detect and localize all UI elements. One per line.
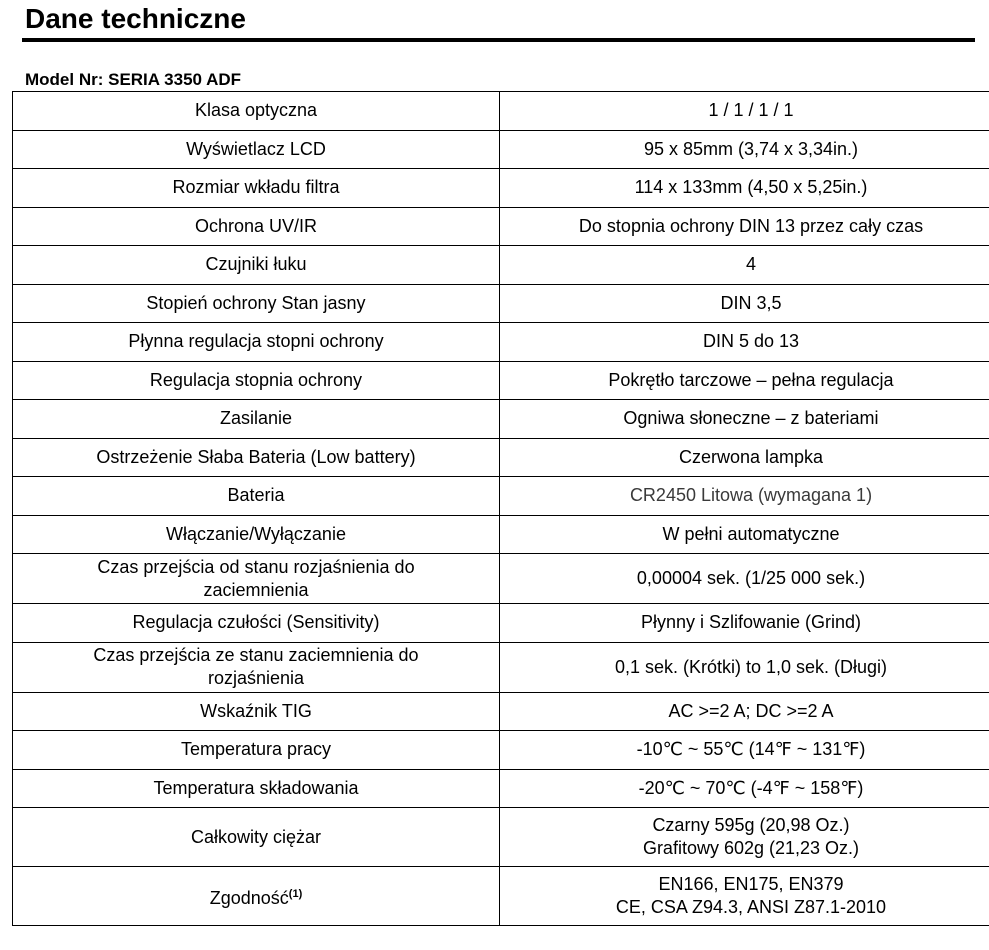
spec-value-line: CE, CSA Z94.3, ANSI Z87.1-2010 xyxy=(615,897,887,917)
spec-value: 114 x 133mm (4,50 x 5,25in.) xyxy=(500,169,989,208)
spec-label: Temperatura składowania xyxy=(13,769,500,808)
table-row xyxy=(13,246,989,285)
spec-value: Pokrętło tarczowe – pełna regulacja xyxy=(500,361,989,400)
spec-value: DIN 5 do 13 xyxy=(500,323,989,362)
table-row xyxy=(13,731,989,770)
table-row xyxy=(13,642,989,692)
table-row xyxy=(13,692,989,731)
table-row xyxy=(13,808,989,867)
spec-value: Czerwona lampka xyxy=(500,438,989,477)
spec-value: Do stopnia ochrony DIN 13 przez cały czas xyxy=(500,207,989,246)
table-row xyxy=(13,438,989,477)
spec-value: 1 / 1 / 1 / 1 xyxy=(500,92,989,131)
spec-label: Stopień ochrony Stan jasny xyxy=(13,284,500,323)
spec-label: Regulacja czułości (Sensitivity) xyxy=(13,604,500,643)
spec-value: -20℃ ~ 70℃ (-4℉ ~ 158℉) xyxy=(500,769,989,808)
spec-label: Ostrzeżenie Słaba Bateria (Low battery) xyxy=(13,438,500,477)
spec-label xyxy=(13,642,500,692)
spec-label: Całkowity ciężar xyxy=(13,808,500,867)
table-row xyxy=(13,554,989,604)
spec-value-line: Czarny 595g (20,98 Oz.) xyxy=(652,815,850,835)
model-number: Model Nr: SERIA 3350 ADF xyxy=(25,70,242,89)
spec-label: Regulacja stopnia ochrony xyxy=(13,361,500,400)
table-row xyxy=(13,169,989,208)
spec-value: AC >=2 A; DC >=2 A xyxy=(500,692,989,731)
spec-value-line: EN166, EN175, EN379 xyxy=(658,874,844,894)
spec-label-line: Czas przejścia od stanu rozjaśnienia do xyxy=(97,556,415,577)
table-row xyxy=(13,284,989,323)
spec-value: 4 xyxy=(500,246,989,285)
page-title: Dane techniczne xyxy=(25,3,246,34)
table-row xyxy=(13,361,989,400)
spec-value: Ogniwa słoneczne – z bateriami xyxy=(500,400,989,439)
table-row xyxy=(13,130,989,169)
spec-label: Wyświetlacz LCD xyxy=(13,130,500,169)
spec-label: Temperatura pracy xyxy=(13,731,500,770)
spec-label: Czujniki łuku xyxy=(13,246,500,285)
table-row xyxy=(13,604,989,643)
table-row xyxy=(13,207,989,246)
spec-label xyxy=(13,554,500,604)
spec-label-line: zaciemnienia xyxy=(203,579,309,600)
spec-value: 0,1 sek. (Krótki) to 1,0 sek. (Długi) xyxy=(500,642,989,692)
spec-label-line: rozjaśnienia xyxy=(207,668,305,688)
table-row xyxy=(13,515,989,554)
spec-value: W pełni automatyczne xyxy=(500,515,989,554)
table-row xyxy=(13,769,989,808)
spec-label-line: Czas przejścia ze stanu zaciemnienia do xyxy=(93,645,419,665)
spec-value: 95 x 85mm (3,74 x 3,34in.) xyxy=(500,130,989,169)
spec-label xyxy=(13,867,500,926)
table-row xyxy=(13,867,989,926)
spec-value: CR2450 Litowa (wymagana 1) xyxy=(500,477,989,516)
spec-label: Wskaźnik TIG xyxy=(13,692,500,731)
spec-label: Zasilanie xyxy=(13,400,500,439)
spec-value: DIN 3,5 xyxy=(500,284,989,323)
spec-value: Płynny i Szlifowanie (Grind) xyxy=(500,604,989,643)
spec-label: Klasa optyczna xyxy=(13,92,500,131)
table-row xyxy=(13,477,989,516)
spec-label: Bateria xyxy=(13,477,500,516)
spec-table xyxy=(12,91,989,926)
spec-label: Włączanie/Wyłączanie xyxy=(13,515,500,554)
spec-label-text: Zgodność xyxy=(209,887,289,908)
spec-value: 0,00004 sek. (1/25 000 sek.) xyxy=(500,554,989,604)
footnote-marker: (1) xyxy=(288,887,303,900)
spec-value xyxy=(500,808,989,867)
spec-label: Płynna regulacja stopni ochrony xyxy=(13,323,500,362)
spec-value xyxy=(500,867,989,926)
spec-value-line: Grafitowy 602g (21,23 Oz.) xyxy=(642,838,860,858)
spec-label: Ochrona UV/IR xyxy=(13,207,500,246)
table-row xyxy=(13,323,989,362)
table-row xyxy=(13,92,989,131)
title-divider xyxy=(22,38,975,42)
spec-value: -10℃ ~ 55℃ (14℉ ~ 131℉) xyxy=(500,731,989,770)
table-row xyxy=(13,400,989,439)
spec-label: Rozmiar wkładu filtra xyxy=(13,169,500,208)
